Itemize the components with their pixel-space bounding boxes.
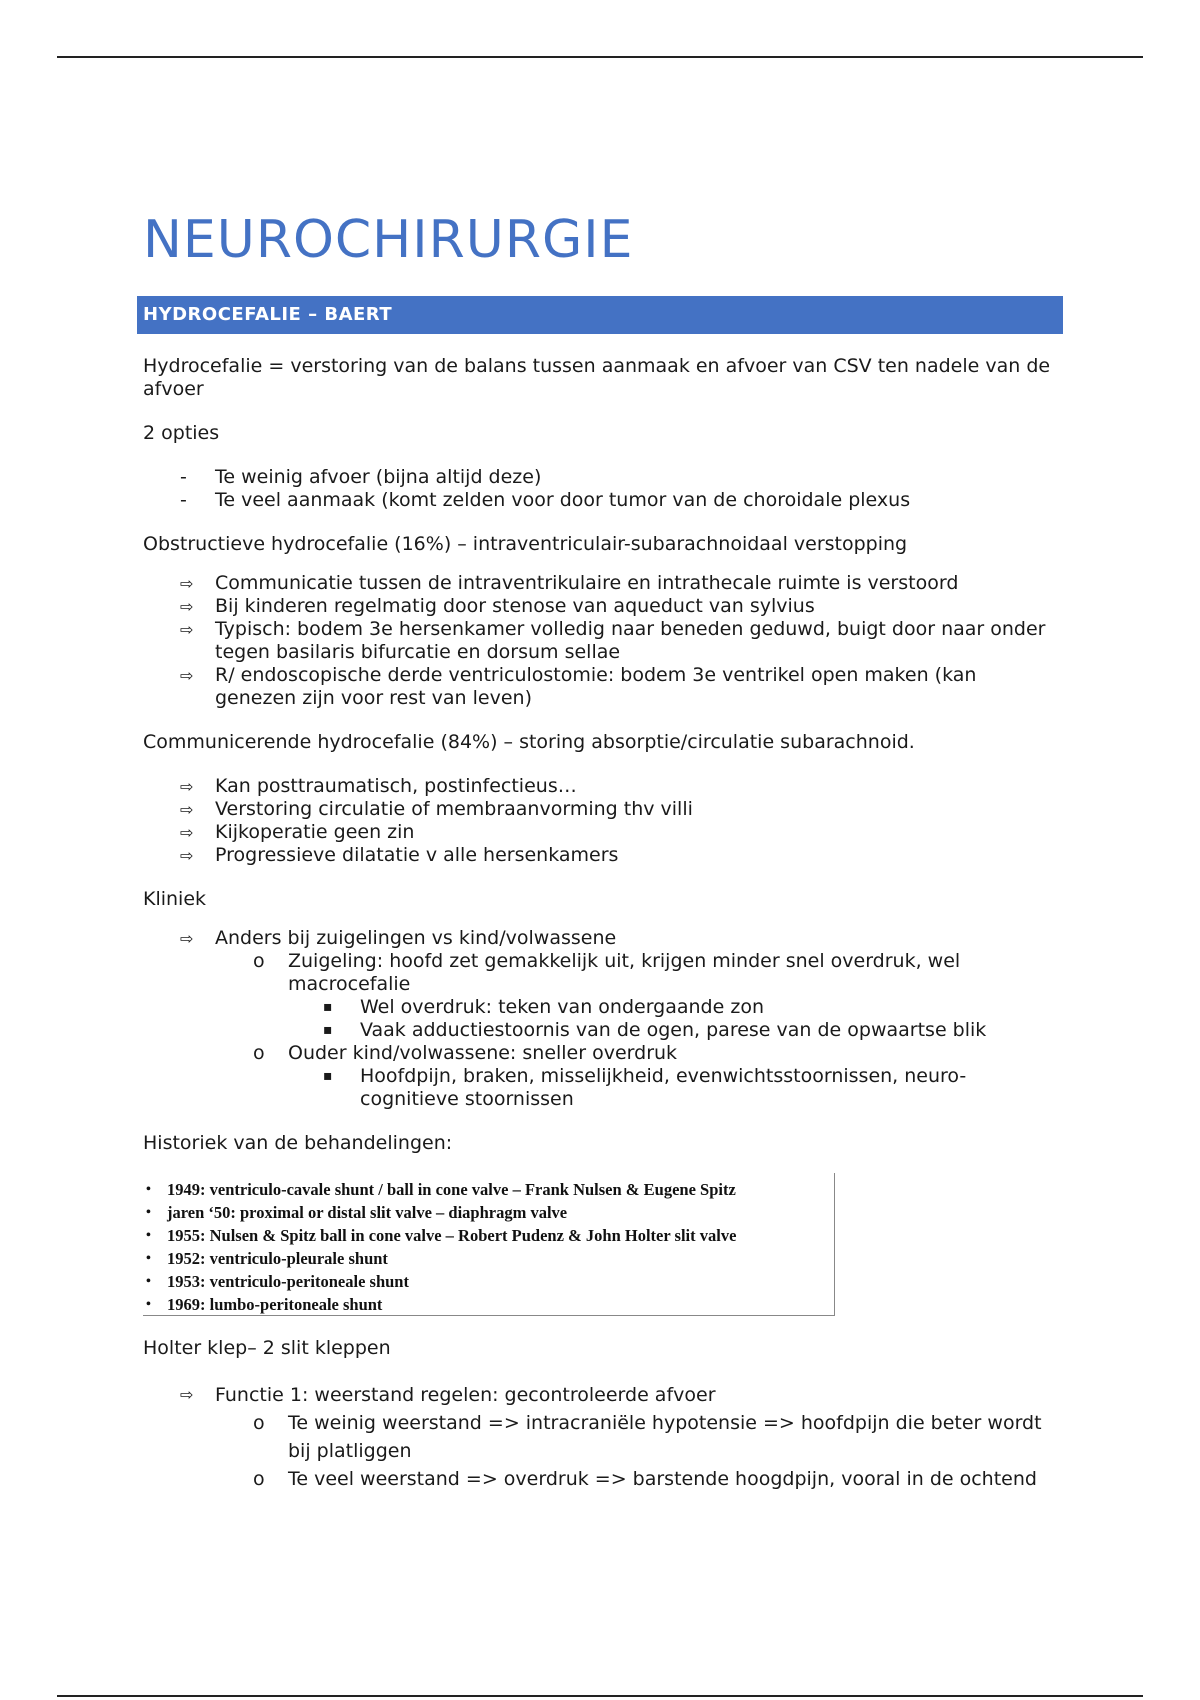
list-item: ▪ Wel overdruk: teken van ondergaande zon (323, 996, 764, 1018)
list-item: ⇨ Functie 1: weerstand regelen: gecontroleerde afvoer (143, 1381, 1063, 1409)
header-rule (57, 56, 1143, 58)
definition-paragraph: Hydrocefalie = verstoring van de balans tussen aanmaak en afvoer van CSV ten nadele van de afvoer (143, 355, 1051, 400)
list-item: • 1969: lumbo-peritoneale shunt (146, 1295, 383, 1314)
bullet-marker: • (146, 1274, 151, 1289)
list-item: ⇨ Typisch: bodem 3e hersenkamer volledig naar beneden geduwd, buigt door naar onder tegen basilaris bifurcatie en dorsum sellae (180, 618, 1046, 663)
arrow-icon: ⇨ (180, 574, 194, 593)
arrow-icon: ⇨ (180, 777, 194, 796)
list-item: ⇨ Bij kinderen regelmatig door stenose van aqueduct van sylvius (180, 595, 815, 617)
list-item: o Zuigeling: hoofd zet gemakkelijk uit, krijgen minder snel overdruk, wel macrocefalie (253, 950, 961, 995)
list-item: o Te weinig weerstand => intracraniële hypotensie => hoofdpijn die beter wordt bij platliggen (143, 1409, 1063, 1465)
options-label: 2 opties (143, 422, 220, 444)
kliniek-heading: Kliniek (143, 888, 207, 910)
history-heading: Historiek van de behandelingen: (143, 1132, 453, 1154)
arrow-icon: ⇨ (180, 929, 194, 948)
options-list (143, 466, 1063, 512)
arrow-icon: ⇨ (180, 620, 194, 639)
bullet-marker: • (146, 1297, 151, 1312)
list-item: ▪ Vaak adductiestoornis van de ogen, parese van de opwaartse blik (323, 1019, 987, 1041)
square-marker: ▪ (323, 1022, 333, 1038)
list-item: ⇨ Kijkoperatie geen zin (180, 821, 415, 843)
bullet-marker: • (146, 1228, 151, 1243)
communicating-heading: Communicerende hydrocefalie (84%) – storing absorptie/circulatie subarachnoid. (143, 731, 915, 753)
holter-list (143, 1381, 1063, 1493)
bullet-marker: • (146, 1205, 151, 1220)
dash-marker: - (180, 466, 187, 488)
holter-heading: Holter klep– 2 slit kleppen (143, 1337, 391, 1359)
circle-marker: o (253, 1042, 265, 1064)
square-marker: ▪ (323, 999, 333, 1015)
circle-marker: o (253, 1468, 265, 1490)
kliniek-list (143, 927, 1063, 1111)
communicating-list (143, 775, 1063, 867)
list-item: ⇨ Progressieve dilatatie v alle hersenkamers (180, 844, 619, 866)
bullet-marker: • (146, 1251, 151, 1266)
list-item: • jaren ‘50: proximal or distal slit valve – diaphragm valve (146, 1203, 568, 1222)
dash-marker: - (180, 489, 187, 511)
bullet-marker: • (146, 1182, 151, 1197)
list-item: ⇨ Kan posttraumatisch, postinfectieus… (180, 775, 577, 797)
circle-marker: o (253, 1412, 265, 1434)
list-item: ⇨ Communicatie tussen de intraventrikulaire en intrathecale ruimte is verstoord (180, 572, 959, 594)
footer-rule (57, 1695, 1143, 1697)
obstructive-heading: Obstructieve hydrocefalie (16%) – intraventriculair-subarachnoidaal verstopping (143, 533, 908, 555)
list-item: • 1953: ventriculo-peritoneale shunt (146, 1272, 409, 1291)
history-list (143, 1178, 834, 1316)
list-item: ⇨ R/ endoscopische derde ventriculostomie: bodem 3e ventrikel open maken (kan genezen zijn voor rest van leven) (180, 664, 977, 709)
arrow-icon: ⇨ (180, 846, 194, 865)
arrow-icon: ⇨ (180, 823, 194, 842)
square-marker: ▪ (323, 1068, 333, 1084)
arrow-icon: ⇨ (180, 1385, 194, 1404)
list-item: o Te veel weerstand => overdruk => barstende hoogdpijn, vooral in de ochtend (143, 1465, 1063, 1493)
circle-marker: o (253, 950, 265, 972)
list-item: - Te weinig afvoer (bijna altijd deze) (180, 466, 542, 488)
list-item: • 1949: ventriculo-cavale shunt / ball in cone valve – Frank Nulsen & Eugene Spitz (146, 1180, 736, 1199)
list-item: - Te veel aanmaak (komt zelden voor door tumor van de choroidale plexus (180, 489, 911, 511)
arrow-icon: ⇨ (180, 800, 194, 819)
list-item: ⇨ Anders bij zuigelingen vs kind/volwassene (180, 927, 617, 949)
arrow-icon: ⇨ (180, 597, 194, 616)
page-title: NEUROCHIRURGIE (143, 210, 634, 270)
list-item: ⇨ Verstoring circulatie of membraanvorming thv villi (180, 798, 693, 820)
list-item: • 1955: Nulsen & Spitz ball in cone valve – Robert Pudenz & John Holter slit valve (146, 1226, 737, 1245)
arrow-icon: ⇨ (180, 666, 194, 685)
section-heading: HYDROCEFALIE – BAERT (137, 296, 1063, 334)
document-body (143, 210, 1063, 1493)
obstructive-list (143, 572, 1063, 710)
list-item: ▪ Hoofdpijn, braken, misselijkheid, evenwichtsstoornissen, neuro-cognitieve stoornissen (323, 1065, 967, 1110)
list-item: o Ouder kind/volwassene: sneller overdruk (253, 1042, 678, 1064)
list-item: • 1952: ventriculo-pleurale shunt (146, 1249, 388, 1268)
history-figure (143, 1173, 835, 1316)
